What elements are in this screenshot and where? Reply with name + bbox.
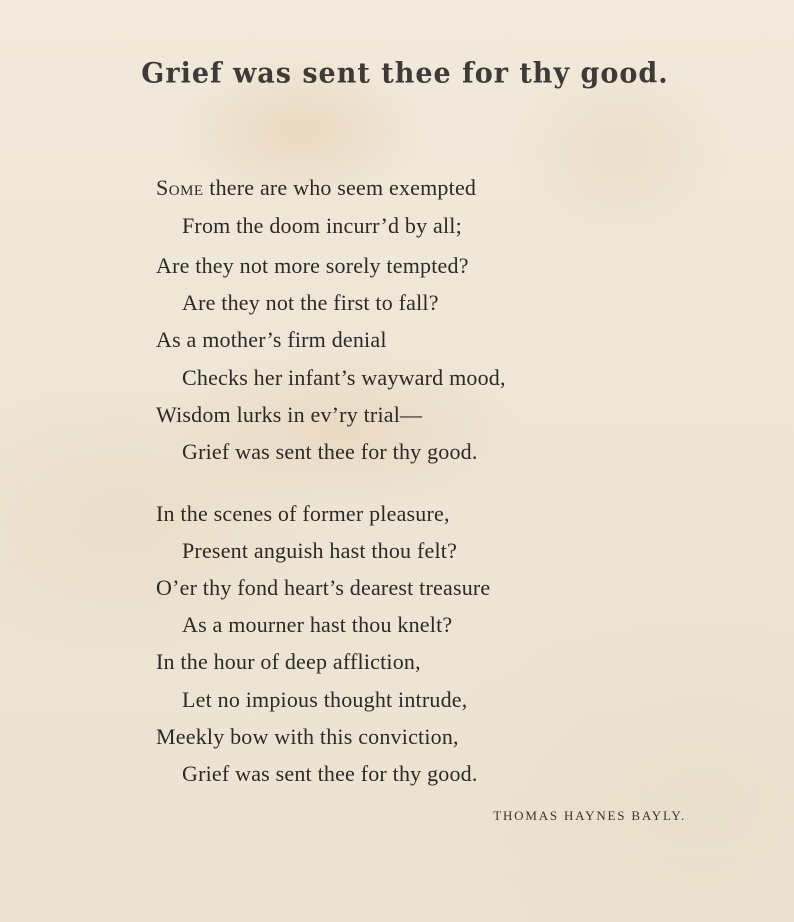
stanza2-line2: Present anguish hast thou felt?	[182, 538, 458, 563]
poem-author: THOMAS HAYNES BAYLY.	[493, 808, 686, 823]
stanza1-line5: As a mother’s firm denial	[156, 327, 387, 352]
stanza1-line8: Grief was sent thee for thy good.	[182, 439, 478, 464]
stanza1-line6: Checks her infant’s wayward mood,	[182, 365, 506, 390]
stanza2-line1: In the scenes of former pleasure,	[156, 501, 450, 526]
stanza1-line2: From the doom incurr’d by all;	[182, 213, 462, 238]
stanza2-line3: O’er thy fond heart’s dearest treasure	[156, 575, 491, 600]
first-word: Some	[156, 175, 204, 200]
stanza1-line1	[156, 175, 476, 201]
stanza2-line5: In the hour of deep affliction,	[156, 649, 421, 674]
stanza2-line4: As a mourner hast thou knelt?	[182, 612, 453, 637]
stanza2-line7: Meekly bow with this conviction,	[156, 724, 459, 749]
poem-title: Grief was sent thee for thy good.	[141, 57, 669, 90]
stanza1-line4: Are they not the first to fall?	[182, 290, 439, 315]
stanza1-line1-rest: there are who seem exempted	[203, 175, 477, 200]
stanza1-line7: Wisdom lurks in ev’ry trial—	[156, 402, 423, 427]
stanza1-line3: Are they not more sorely tempted?	[156, 253, 469, 278]
stanza2-line6: Let no impious thought intrude,	[182, 687, 468, 712]
stanza2-line8: Grief was sent thee for thy good.	[182, 761, 478, 786]
